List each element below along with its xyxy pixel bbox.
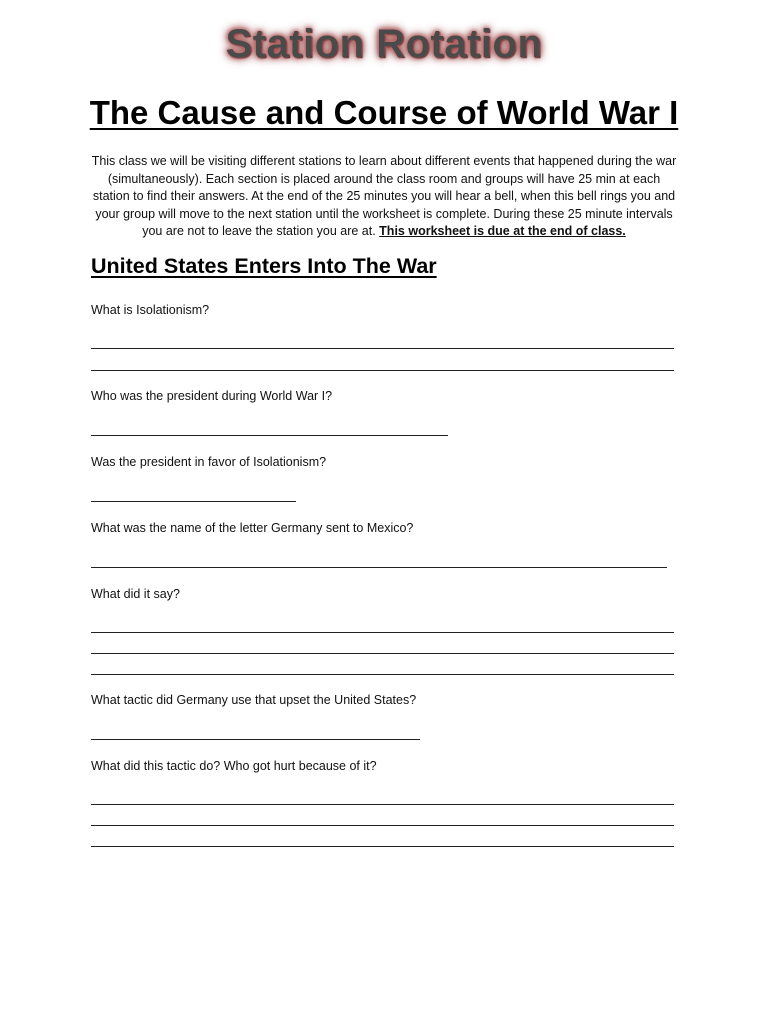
answer-line[interactable] [91, 825, 674, 826]
answer-line[interactable] [91, 501, 296, 502]
question-4: What was the name of the letter Germany sent to Mexico? [91, 521, 414, 535]
question-1: What is Isolationism? [91, 303, 210, 317]
answer-line[interactable] [91, 370, 674, 371]
answer-line[interactable] [91, 632, 674, 633]
question-7: What did this tactic do? Who got hurt because of it? [91, 759, 377, 773]
answer-line[interactable] [91, 653, 674, 654]
answer-line[interactable] [91, 804, 674, 805]
section-heading: United States Enters Into The War [91, 254, 437, 278]
page-title-wrapper [0, 94, 768, 132]
answer-line[interactable] [91, 846, 674, 847]
page-title: The Cause and Course of World War I [89, 94, 679, 131]
question-3: Was the president in favor of Isolationism? [91, 455, 327, 469]
due-notice: This worksheet is due at the end of class. [379, 224, 626, 238]
answer-line[interactable] [91, 674, 674, 675]
question-6: What tactic did Germany use that upset the United States? [91, 693, 417, 707]
intro-paragraph [88, 153, 680, 241]
question-2: Who was the president during World War I? [91, 389, 333, 403]
answer-line[interactable] [91, 739, 420, 740]
question-5: What did it say? [91, 587, 180, 601]
banner-title: Station Rotation [225, 22, 543, 66]
answer-line[interactable] [91, 435, 448, 436]
intro-text: This class we will be visiting different stations to learn about different events that happened during the war (simultaneously). Each section is placed around the class room and groups will have 25 min at each station to find their answers. At the end of the 25 minutes you will hear a bell, when this bell rings you and your group will move to the next station until the worksheet is complete. During these 25 minute intervals you are not to leave the station you are at. [91, 154, 677, 238]
answer-line[interactable] [91, 348, 674, 349]
answer-line[interactable] [91, 567, 667, 568]
